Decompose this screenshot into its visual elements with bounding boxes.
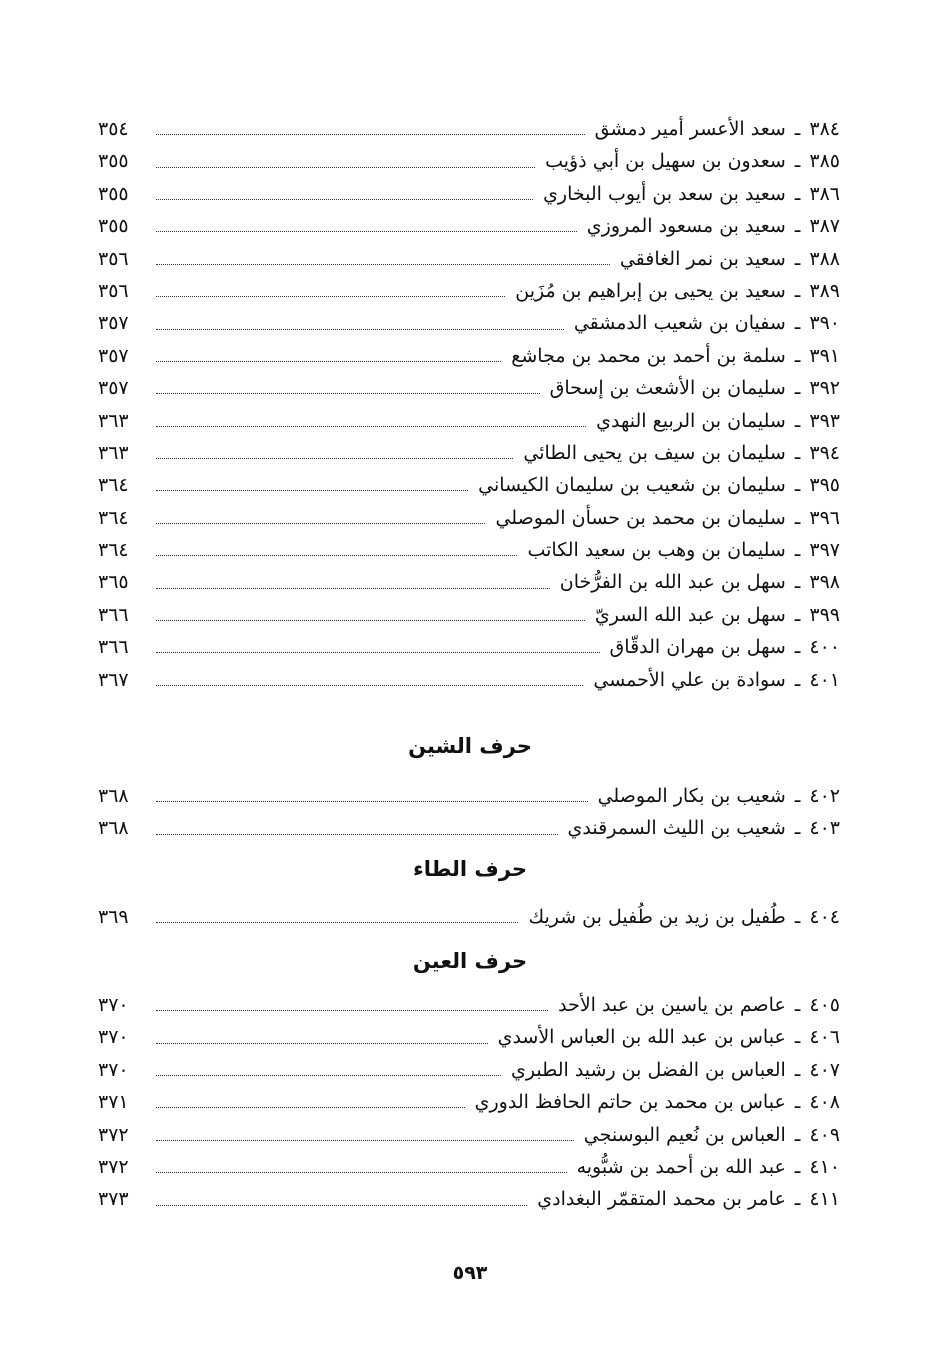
entry-separator: ـ: [794, 636, 801, 659]
entry-separator: ـ: [794, 1091, 801, 1114]
entry-name: سعيد بن نمر الغافقي: [619, 247, 786, 270]
dot-leader: [156, 554, 517, 556]
entry-name: سهل بن عبد الله بن الفرُّخان: [559, 571, 786, 594]
entry-separator: ـ: [794, 994, 801, 1016]
entry-number: ٤٠٣: [809, 817, 840, 840]
entry-page-number: ٣٦٧: [98, 668, 129, 691]
entry-number: ٣٨٦: [809, 182, 840, 205]
entry-number: ٤١٠: [809, 1155, 840, 1178]
dot-leader: [156, 425, 586, 427]
entry-separator: ـ: [794, 571, 801, 594]
page-number: ٥٩٣: [452, 1262, 488, 1284]
entry-name: عامر بن محمد المتقمّر البغدادي: [537, 1188, 786, 1211]
toc-entry: [98, 664, 840, 696]
toc-entry: [98, 469, 840, 501]
entry-page-number: ٣٥٧: [98, 312, 129, 335]
entry-name: طُفيل بن زيد بن طُفيل بن شريك: [528, 906, 786, 928]
dot-leader: [156, 522, 485, 524]
entry-separator: ـ: [794, 817, 801, 840]
toc-entry: [98, 812, 840, 844]
entry-separator: ـ: [794, 1188, 801, 1211]
dot-leader: [156, 587, 550, 589]
entry-separator: ـ: [794, 603, 801, 626]
toc-entry: [98, 502, 840, 534]
entry-number: ٣٨٤: [809, 118, 840, 140]
dot-leader: [156, 1139, 574, 1141]
entry-separator: ـ: [794, 506, 801, 529]
dot-leader: [156, 1009, 548, 1011]
entry-number: ٣٩١: [809, 344, 840, 367]
entry-name: سليمان بن الربيع النهدي: [596, 409, 786, 432]
entry-name: عبد الله بن أحمد بن شبُّويه: [576, 1155, 786, 1178]
toc-entry: [98, 1086, 840, 1118]
toc-entry: [98, 372, 840, 404]
dot-leader: [156, 1042, 488, 1044]
entry-separator: ـ: [794, 247, 801, 270]
toc-entry: [98, 1183, 840, 1215]
entry-name: سليمان بن سيف بن يحيى الطائي: [523, 441, 786, 464]
entry-page-number: ٣٦٥: [98, 571, 129, 594]
toc-entry: [98, 210, 840, 242]
dot-leader: [156, 457, 513, 459]
dot-leader: [156, 1204, 527, 1206]
entry-page-number: ٣٦٤: [98, 539, 129, 562]
dot-leader: [156, 1171, 567, 1173]
entry-number: ٤٠٦: [809, 1026, 840, 1049]
dot-leader: [156, 684, 583, 686]
entry-name: سفيان بن شعيب الدمشقي: [573, 312, 786, 335]
entry-separator: ـ: [794, 1155, 801, 1178]
entry-name: سليمان بن وهب بن سعيد الكاتب: [527, 539, 786, 562]
entry-separator: ـ: [794, 1026, 801, 1049]
entry-name: شعيب بن الليث السمرقندي: [567, 817, 786, 840]
entry-number: ٣٩٢: [809, 377, 840, 400]
entry-number: ٣٩٩: [809, 603, 840, 626]
entry-page-number: ٣٦٦: [98, 603, 129, 626]
toc-entry: [98, 1054, 840, 1086]
entry-page-number: ٣٥٥: [98, 215, 129, 238]
entry-page-number: ٣٧٢: [98, 1155, 129, 1178]
entry-name: سهل بن مهران الدقّاق: [609, 636, 786, 659]
entry-number: ٣٩٥: [809, 474, 840, 497]
entry-separator: ـ: [794, 344, 801, 367]
dot-leader: [156, 1106, 465, 1108]
dot-leader: [156, 619, 585, 621]
entry-separator: ـ: [794, 441, 801, 464]
entry-name: سلمة بن أحمد بن محمد بن مجاشع: [511, 344, 786, 367]
dot-leader: [156, 651, 600, 653]
entry-separator: ـ: [794, 377, 801, 400]
dot-leader: [156, 921, 518, 923]
entry-name: سعدون بن سهيل بن أبي ذؤيب: [545, 150, 786, 173]
entry-number: ٤٠٩: [809, 1123, 840, 1146]
dot-leader: [156, 800, 588, 802]
entry-page-number: ٣٥٦: [98, 247, 129, 270]
entry-number: ٣٨٧: [809, 215, 840, 238]
entry-separator: ـ: [794, 279, 801, 302]
toc-entry: [98, 780, 840, 812]
toc-section-ayn: [98, 989, 840, 1216]
entry-separator: ـ: [794, 668, 801, 691]
entry-separator: ـ: [794, 182, 801, 205]
toc-section-sin: [98, 113, 840, 696]
toc-entry: [98, 243, 840, 275]
entry-number: ٣٩٦: [809, 506, 840, 529]
entry-page-number: ٣٥٧: [98, 344, 129, 367]
entry-name: سوادة بن علي الأحمسي: [593, 668, 786, 691]
entry-page-number: ٣٦٨: [98, 817, 129, 840]
toc-entry: [98, 599, 840, 631]
entry-page-number: ٣٧٠: [98, 994, 129, 1016]
entry-name: سعيد بن يحيى بن إبراهيم بن مُزَين: [515, 279, 786, 302]
entry-page-number: ٣٧٢: [98, 1123, 129, 1146]
entry-name: سعيد بن سعد بن أيوب البخاري: [543, 182, 786, 205]
entry-number: ٤٠١: [809, 668, 840, 691]
entry-page-number: ٣٥٦: [98, 279, 129, 302]
toc-entry: [98, 1021, 840, 1053]
entry-number: ٣٩٤: [809, 441, 840, 464]
entry-number: ٤٠٤: [809, 906, 840, 928]
entry-page-number: ٣٧٠: [98, 1026, 129, 1049]
toc-section-shin: [98, 780, 840, 845]
entry-page-number: ٣٥٧: [98, 377, 129, 400]
entry-number: ٤٠٠: [809, 636, 840, 659]
toc-entry: [98, 437, 840, 469]
entry-name: عباس بن محمد بن حاتم الحافظ الدوري: [474, 1091, 786, 1114]
entry-name: سليمان بن شعيب بن سليمان الكيساني: [478, 474, 786, 497]
dot-leader: [156, 1074, 501, 1076]
entry-separator: ـ: [794, 1123, 801, 1146]
toc-entry: [98, 1119, 840, 1151]
entry-separator: ـ: [794, 150, 801, 173]
entry-name: العباس بن الفضل بن رشيد الطبري: [511, 1058, 786, 1081]
entry-page-number: ٣٧٠: [98, 1058, 129, 1081]
entry-name: شعيب بن بكار الموصلي: [597, 785, 786, 807]
dot-leader: [156, 328, 564, 330]
dot-leader: [156, 263, 610, 265]
toc-entry: [98, 145, 840, 177]
entry-number: ٣٩٧: [809, 539, 840, 562]
entry-name: سليمان بن محمد بن حسأن الموصلي: [495, 506, 786, 529]
section-heading-ayn: حرف العين: [412, 949, 528, 973]
entry-name: عاصم بن ياسين بن عبد الأحد: [558, 994, 786, 1016]
entry-page-number: ٣٧٣: [98, 1188, 129, 1211]
entry-number: ٣٩٣: [809, 409, 840, 432]
entry-name: سليمان بن الأشعث بن إسحاق: [549, 377, 786, 400]
entry-separator: ـ: [794, 215, 801, 238]
section-heading-shin: حرف الشين: [408, 734, 532, 758]
toc-entry: [98, 340, 840, 372]
entry-page-number: ٣٥٤: [98, 118, 129, 140]
entry-separator: ـ: [794, 474, 801, 497]
entry-separator: ـ: [794, 785, 801, 807]
entry-number: ٣٨٨: [809, 247, 840, 270]
dot-leader: [156, 166, 535, 168]
toc-entry: [98, 113, 840, 145]
entry-page-number: ٣٦٨: [98, 785, 129, 807]
dot-leader: [156, 295, 505, 297]
entry-name: سهل بن عبد الله السريّ: [594, 603, 786, 626]
entry-page-number: ٣٦٤: [98, 506, 129, 529]
entry-name: العباس بن نُعيم البوسنجي: [583, 1123, 786, 1146]
entry-number: ٤٠٨: [809, 1091, 840, 1114]
toc-entry: [98, 1151, 840, 1183]
dot-leader: [156, 198, 533, 200]
entry-separator: ـ: [794, 118, 801, 140]
entry-separator: ـ: [794, 906, 801, 928]
entry-name: عباس بن عبد الله بن العباس الأسدي: [497, 1026, 786, 1049]
dot-leader: [156, 392, 540, 394]
entry-page-number: ٣٧١: [98, 1091, 129, 1114]
entry-number: ٤٠٥: [809, 994, 840, 1016]
entry-number: ٣٨٥: [809, 150, 840, 173]
toc-entry: [98, 275, 840, 307]
dot-leader: [156, 230, 577, 232]
toc-entry: [98, 178, 840, 210]
entry-separator: ـ: [794, 409, 801, 432]
toc-entry: [98, 534, 840, 566]
entry-separator: ـ: [794, 539, 801, 562]
toc-section-ta: [98, 901, 840, 933]
entry-name: سعيد بن مسعود المروزي: [586, 215, 786, 238]
entry-separator: ـ: [794, 1058, 801, 1081]
dot-leader: [156, 133, 585, 135]
toc-entry: [98, 566, 840, 598]
toc-entry: [98, 307, 840, 339]
entry-number: ٣٨٩: [809, 279, 840, 302]
entry-page-number: ٣٦٦: [98, 636, 129, 659]
entry-number: ٤٠٢: [809, 785, 840, 807]
entry-number: ٤٠٧: [809, 1058, 840, 1081]
entry-page-number: ٣٥٥: [98, 182, 129, 205]
section-heading-ta: حرف الطاء: [412, 857, 528, 881]
dot-leader: [156, 489, 468, 491]
entry-number: ٤١١: [809, 1188, 840, 1211]
entry-page-number: ٣٦٤: [98, 474, 129, 497]
toc-entry: [98, 989, 840, 1021]
entry-name: سعد الأعسر أمير دمشق: [594, 118, 786, 140]
entry-separator: ـ: [794, 312, 801, 335]
entry-number: ٣٩٠: [809, 312, 840, 335]
entry-page-number: ٣٦٣: [98, 441, 129, 464]
toc-entry: [98, 631, 840, 663]
entry-page-number: ٣٦٣: [98, 409, 129, 432]
dot-leader: [156, 833, 558, 835]
entry-number: ٣٩٨: [809, 571, 840, 594]
dot-leader: [156, 360, 501, 362]
toc-entry: [98, 901, 840, 933]
entry-page-number: ٣٥٥: [98, 150, 129, 173]
entry-page-number: ٣٦٩: [98, 906, 129, 928]
toc-entry: [98, 405, 840, 437]
